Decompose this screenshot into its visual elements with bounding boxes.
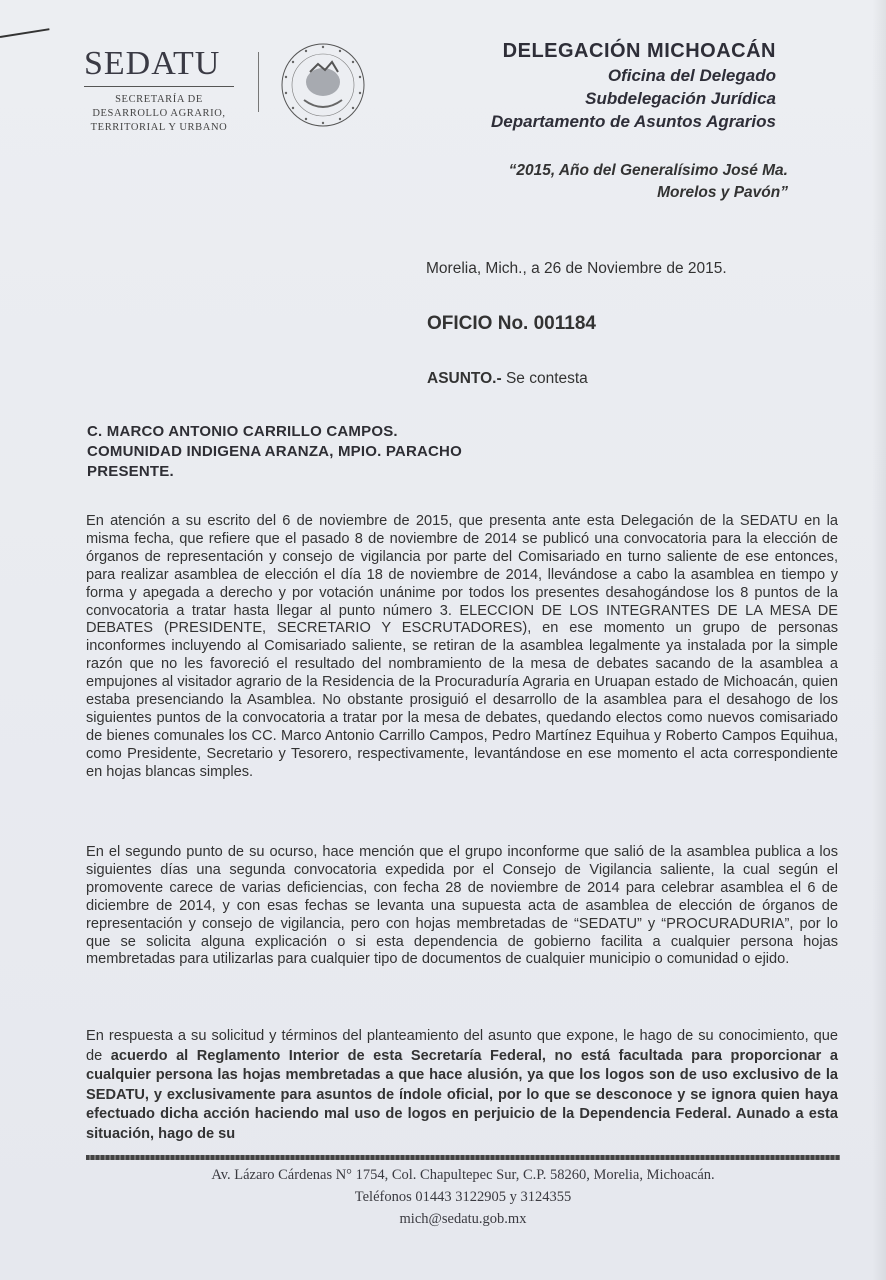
motto-line-2: Morelos y Pavón”: [657, 184, 788, 201]
addressee-community: COMUNIDAD INDIGENA ARANZA, MPIO. PARACHO: [87, 443, 462, 460]
body-paragraph-2: En el segundo punto de su ocurso, hace mención que el grupo inconforme que salió de la asamblea publica a los siguientes días una segunda convocatoria expedida por el Consejo de Vigilancia saliente, la cual según el promovente carece de varias deficiencias, con fecha 28 de noviembre de 2014 para celebrar asamblea el 6 de diciembre de 2014, y con esas fechas se levanta una supuesta acta de asamblea de elección de órganos de representación y consejo de vigilancia, pero con hojas membretadas de “SEDATU” y “PROCURADURIA”, por lo que se solicita alguna explicación o si esta dependencia de gobierno facilita a cualquier persona hojas membretadas para utilizarlas para cualquier tipo de documentos de cualquier municipio o comunidad o ejido.: [86, 844, 838, 968]
logo-rule: [84, 86, 234, 87]
motto-line-1: “2015, Año del Generalísimo José Ma.: [508, 162, 788, 179]
footer-divider: [86, 1155, 840, 1160]
subject-line: [427, 370, 588, 388]
subdelegation-line: Subdelegación Jurídica: [585, 89, 776, 108]
subject-value: Se contesta: [501, 370, 588, 387]
body-paragraph-3: [86, 1027, 838, 1145]
footer-block: [86, 1164, 840, 1230]
department-line: Departamento de Asuntos Agrarios: [491, 112, 776, 131]
year-motto: [509, 160, 788, 204]
logo-subtitle-3: TERRITORIAL Y URBANO: [90, 122, 228, 133]
logo-divider: [258, 52, 259, 112]
paragraph-3-bold: acuerdo al Reglamento Interior de esta Secretaría Federal, no está facultada para proporcionar a cualquier persona las hojas membretadas a que hace alusión, ya que los logos son de uso exclusivo de la SEDATU, y exclusivamente para asuntos de índole oficial, por lo que se desconoce y se ignora quien haya efectuado dicha acción haciendo mal uso de logos en perjuicio de la Dependencia Federal. Aunado a esta situación, hago de su: [86, 1047, 838, 1142]
footer-phones: Teléfonos 01443 3122905 y 3124355: [354, 1189, 572, 1205]
subject-label: ASUNTO.-: [427, 370, 502, 387]
page-edge-shadow: [872, 0, 886, 1280]
pen-mark: [0, 28, 50, 38]
national-seal-icon: [280, 42, 366, 128]
paragraph-3-intro: En respuesta a su solicitud y términos del planteamiento del asunto que expone, le hago de su conocimiento, que de: [86, 1028, 838, 1064]
logo-name: SEDATU: [84, 45, 221, 82]
addressee-name: C. MARCO ANTONIO CARRILLO CAMPOS.: [87, 423, 398, 440]
oficio-number: OFICIO No. 001184: [427, 313, 596, 334]
place-date: Morelia, Mich., a 26 de Noviembre de 2015.: [426, 260, 727, 277]
logo-subtitle-1: SECRETARÍA DE: [115, 94, 203, 105]
addressee-presente: PRESENTE.: [87, 463, 174, 480]
letterhead-header: [491, 38, 776, 133]
office-line: Oficina del Delegado: [607, 66, 776, 85]
logo-subtitle-2: DESARROLLO AGRARIO,: [92, 108, 226, 119]
body-paragraph-1: En atención a su escrito del 6 de noviembre de 2015, que presenta ante esta Delegación de la SEDATU en la misma fecha, que refiere que el pasado 8 de noviembre de 2014 se publicó una convocatoria para la elección de órganos de representación y consejo de vigilancia por parte del Comisariado en turno saliente de ese entonces, para realizar asamblea de elección el día 18 de noviembre de 2014, llevándose a cabo la asamblea en tiempo y forma y apegada a derecho y por votación unánime por todos los presentes desahogándose los 8 puntos de la convocatoria a tratar hasta llegar al punto número 3. ELECCION DE LOS INTEGRANTES DE LA MESA DE DEBATES (PRESIDENTE, SECRETARIO Y ESCRUTADORES), en ese momento un grupo de personas inconformes incluyendo al Comisariado saliente, se retiran de la asamblea legalmente ya instalada por la simple razón que no les favoreció el resultado del nombramiento de la mesa de debates sacando de la asamblea a empujones al visitador agrario de la Residencia de la Procuraduría Agraria en Uruapan estado de Michoacán, quien estaba presenciando la Asamblea. No obstante prosiguió el desarrollo de la asamblea para el desahogo de los siguientes puntos de la convocatoria a tratar por la mesa de debates, quedando electos como nuevos comisariado de bienes comunales los CC. Marco Antonio Carrillo Campos, Pedro Martínez Equihua y Roberto Campos Equihua, como Presidente, Secretario y Tesorero, respectivamente, levantándose en ese momento el acta correspondiente en hojas blancas simples.: [86, 513, 838, 780]
sedatu-logo: [84, 44, 244, 135]
footer-email: mich@sedatu.gob.mx: [399, 1211, 527, 1227]
footer-address: Av. Lázaro Cárdenas N° 1754, Col. Chapultepec Sur, C.P. 58260, Morelia, Michoacán.: [211, 1167, 715, 1183]
delegation-title: DELEGACIÓN MICHOACÁN: [502, 40, 776, 62]
addressee-block: [87, 422, 462, 482]
